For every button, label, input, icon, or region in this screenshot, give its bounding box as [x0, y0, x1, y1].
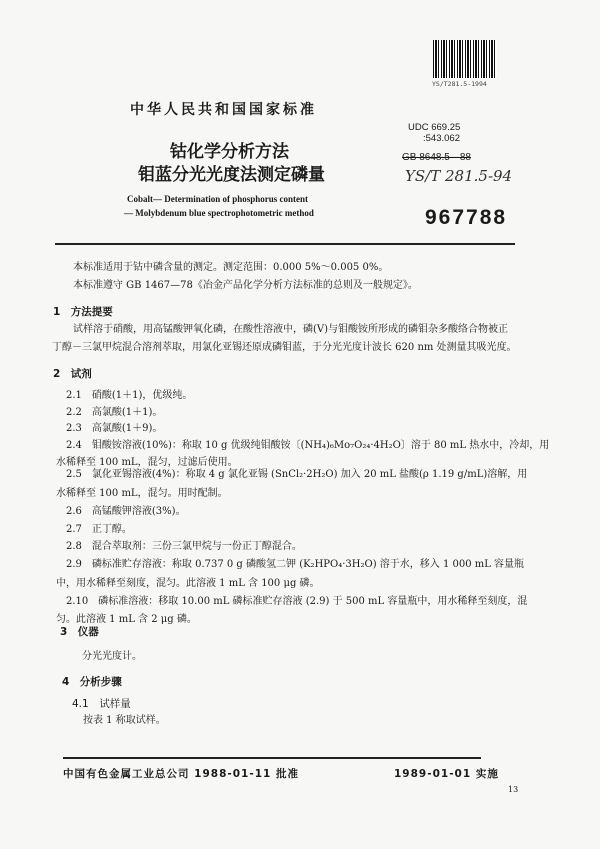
- subsection-4-1-title: 4.1 试样量: [72, 698, 131, 710]
- item-2-4: 2.4 钼酸铵溶液(10%)：称取 10 g 优级纯钼酸铵〔(NH₄)₆Mo₇O₂₄·4H₂O〕溶于 80 mL 热水中，冷却，用: [66, 440, 550, 451]
- section-1-title: 1 方法提要: [53, 306, 113, 318]
- s4-1-para: 按表 1 称取试样。: [83, 715, 166, 726]
- item-2-4-cont: 水稀释至 100 mL，混匀，过滤后使用。: [56, 457, 238, 468]
- item-2-1: 2.1 硝酸(1＋1)，优级纯。: [66, 390, 193, 401]
- barcode: [433, 40, 497, 78]
- item-2-3: 2.3 高氯酸(1＋9)。: [66, 423, 163, 434]
- document-number: 967788: [425, 206, 508, 229]
- implementation-date: 1989-01-01 实施: [394, 768, 499, 780]
- item-2-6: 2.6 高锰酸钾溶液(3%)。: [66, 506, 186, 517]
- english-title-1: Cobalt— Determination of phosphorus content: [127, 194, 309, 204]
- section-4-title: 4 分析步骤: [62, 676, 122, 688]
- barcode-code: YS/T281.5-1994: [432, 80, 487, 88]
- udc-code: UDC 669.25: [408, 122, 461, 133]
- section-2-title: 2 试剂: [53, 368, 92, 380]
- intro-2: 本标准遵守 GB 1467—78《冶金产品化学分析方法标准的总则及一般规定》。: [73, 280, 418, 291]
- item-2-8: 2.8 混合萃取剂：三份三氯甲烷与一份正丁醇混合。: [66, 541, 302, 552]
- item-2-5: 2.5 氯化亚锡溶液(4%)：称取 4 g 氯化亚锡 (SnCl₂·2H₂O) 加入 20 mL 盐酸(ρ 1.19 g/mL)溶解，用: [66, 469, 528, 480]
- item-2-2: 2.2 高氯酸(1＋1)。: [66, 407, 163, 418]
- udc-code-2: :543.062: [423, 133, 460, 144]
- item-2-9-cont: 中，用水稀释至刻度，混匀。此溶液 1 mL 含 100 μg 磷。: [56, 578, 320, 589]
- section-3-title: 3 仪器: [60, 626, 99, 638]
- header-divider: [55, 243, 515, 245]
- intro-1: 本标准适用于钴中磷含量的测定。测定范围：0.000 5%～0.005 0%。: [73, 262, 389, 273]
- page-number: 13: [508, 785, 519, 794]
- old-standard-code: GB 8648.5—88: [402, 152, 471, 163]
- item-2-10: 2.10 磷标准溶液：移取 10.00 mL 磷标准贮存溶液 (2.9) 于 500 mL 容量瓶中，用水稀释至刻度，混: [66, 596, 528, 607]
- s3-para: 分光光度计。: [82, 651, 142, 662]
- s1-para-1: 试样溶于硝酸，用高锰酸钾氧化磷，在酸性溶液中，磷(Ⅴ)与钼酸铵所形成的磷钼杂多酸络合物被正: [73, 324, 509, 335]
- english-title-2: — Molybdenum blue spectrophotometric method: [124, 208, 314, 218]
- title-line-2: 钼蓝分光光度法测定磷量: [138, 165, 325, 185]
- item-2-7: 2.7 正丁醇。: [66, 524, 132, 535]
- item-2-5-cont: 水稀释至 100 mL，混匀。用时配制。: [56, 488, 228, 499]
- title-line-1: 钴化学分析方法: [170, 142, 289, 162]
- s1-para-2: 丁醇－三氯甲烷混合溶剂萃取，用氯化亚锡还原成磷钼蓝，于分光光度计波长 620 nm 处测量其吸光度。: [52, 342, 517, 353]
- handwritten-code: YS/T 281.5-94: [405, 167, 513, 185]
- approval-info: 中国有色金属工业总公司 1988-01-11 批准: [63, 768, 299, 780]
- item-2-10-cont: 匀。此溶液 1 mL 含 2 μg 磷。: [56, 614, 197, 625]
- standard-type: 中华人民共和国国家标准: [130, 102, 317, 118]
- item-2-9: 2.9 磷标准贮存溶液：称取 0.737 0 g 磷酸氢二钾 (K₂HPO₄·3H₂O) 溶于水，移入 1 000 mL 容量瓶: [66, 559, 525, 570]
- footer-divider: [63, 757, 481, 759]
